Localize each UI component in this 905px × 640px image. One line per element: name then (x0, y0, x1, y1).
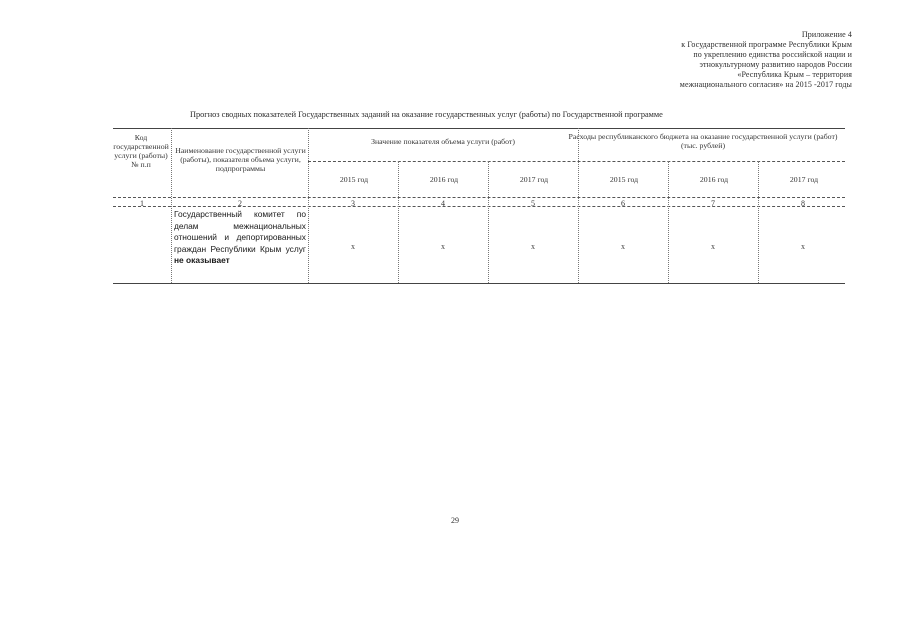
row-value: х (531, 242, 535, 251)
column-numbers-rule (113, 206, 845, 207)
page-number: 29 (451, 516, 459, 525)
appendix-line: межнационального согласия» на 2015 -2017 годы (679, 80, 852, 89)
year-header: 2017 год (789, 175, 819, 184)
table-title: Прогноз сводных показателей Государственных заданий на оказание государственных услуг (работы) по Государственной программе (190, 110, 663, 119)
column-number: 5 (531, 199, 535, 208)
column-number: 3 (351, 199, 355, 208)
forecast-table (113, 128, 845, 286)
row-value: х (351, 242, 355, 251)
appendix-header (680, 30, 852, 90)
appendix-line: Приложение 4 (801, 30, 852, 39)
row-value: х (441, 242, 445, 251)
col-divider (578, 128, 579, 283)
column-number: 1 (140, 199, 144, 208)
column-number: 8 (801, 199, 805, 208)
col-divider (171, 128, 172, 283)
header-expenses: Расходы республиканского бюджета на оказание государственной услуги (работ) (тыс. рублей) (568, 132, 838, 150)
year-header: 2017 год (519, 175, 549, 184)
appendix-line: по укреплению единства российской нации и (693, 50, 852, 59)
column-number: 6 (621, 199, 625, 208)
year-header: 2015 год (609, 175, 639, 184)
table-bottom-border (113, 283, 845, 284)
header-subdivider (308, 161, 845, 162)
row-name-text: Государственный комитет по делам межнациональных отношений и депортированных граждан Республики Крым услуг (174, 209, 306, 254)
row-value: х (621, 242, 625, 251)
header-volume: Значение показателя объема услуги (работ) (371, 137, 515, 146)
row-name-bold: не оказывает (174, 255, 230, 266)
column-number: 4 (441, 199, 445, 208)
header-code: Код государственной услуги (работы) № п.п (113, 133, 169, 169)
header-name: Наименование государственной услуги (работы), показателя объема услуги, подпрограммы (175, 146, 306, 173)
row-name-cell (174, 209, 306, 267)
header-bottom-rule (113, 197, 845, 198)
col-divider (308, 128, 309, 283)
appendix-line: «Республика Крым – территория (737, 70, 852, 79)
appendix-line: к Государственной программе Республики Крым (681, 40, 852, 49)
row-value: х (711, 242, 715, 251)
appendix-line: этнокультурному развитию народов России (699, 60, 852, 69)
column-number: 2 (238, 199, 242, 208)
year-header: 2016 год (429, 175, 459, 184)
year-header: 2016 год (699, 175, 729, 184)
year-header: 2015 год (339, 175, 369, 184)
table-top-border (113, 128, 845, 129)
column-number: 7 (711, 199, 715, 208)
row-value: х (801, 242, 805, 251)
